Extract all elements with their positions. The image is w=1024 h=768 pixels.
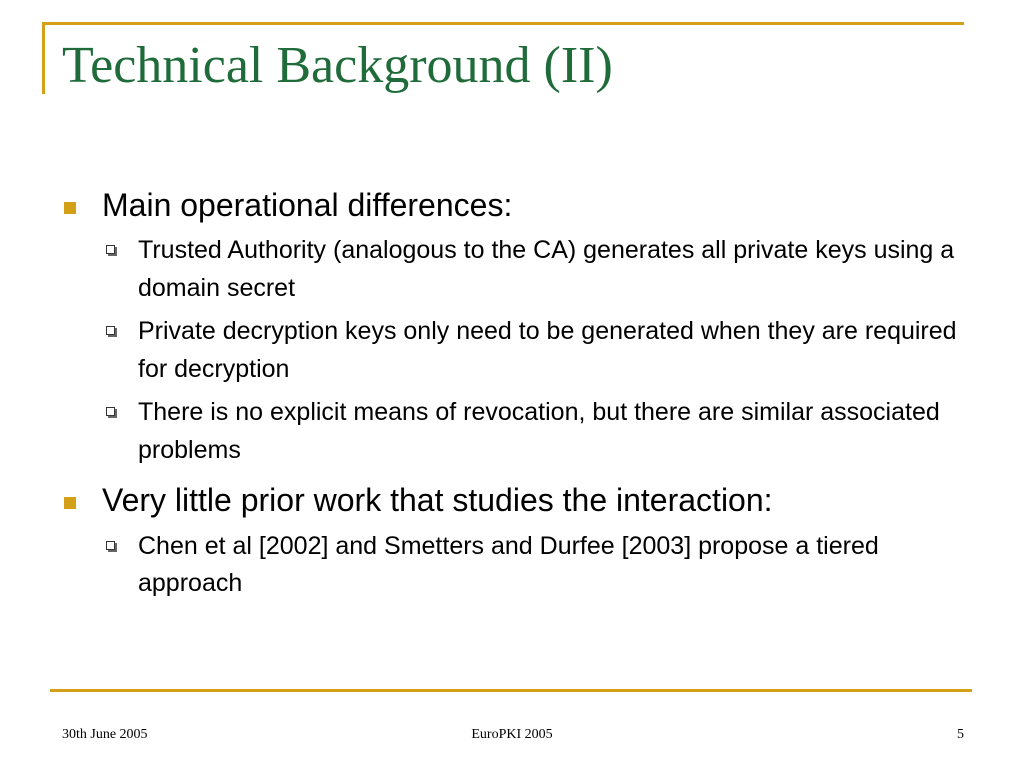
slide-content bbox=[62, 186, 962, 615]
sub-bullet-item bbox=[102, 313, 962, 388]
footer-event: EuroPKI 2005 bbox=[471, 727, 553, 742]
sub-bullet-text: Chen et al [2002] and Smetters and Durfee [2003] propose a tiered approach bbox=[138, 531, 879, 598]
frame-top-line bbox=[42, 22, 964, 25]
sub-bullet-list bbox=[102, 232, 962, 469]
sub-bullet-item bbox=[102, 528, 962, 603]
footer-divider bbox=[50, 689, 972, 692]
bullet-text: Main operational differences: bbox=[102, 187, 513, 223]
frame-vertical-line bbox=[42, 22, 45, 94]
hollow-square-bullet-icon bbox=[106, 326, 115, 335]
sub-bullet-text: There is no explicit means of revocation, but there are similar associated problems bbox=[138, 398, 940, 464]
hollow-square-bullet-icon bbox=[106, 245, 115, 254]
square-bullet-icon bbox=[64, 202, 76, 214]
hollow-square-bullet-icon bbox=[106, 407, 115, 416]
bullet-item bbox=[62, 186, 962, 469]
sub-bullet-text: Private decryption keys only need to be generated when they are required for decryption bbox=[138, 317, 957, 383]
square-bullet-icon bbox=[64, 497, 76, 509]
bullet-item bbox=[62, 481, 962, 602]
slide-title: Technical Background (II) bbox=[62, 37, 613, 94]
bullet-text: Very little prior work that studies the interaction: bbox=[102, 482, 773, 519]
footer-date: 30th June 2005 bbox=[62, 727, 148, 742]
sub-bullet-list bbox=[102, 528, 962, 603]
sub-bullet-item bbox=[102, 232, 962, 307]
bullet-list bbox=[62, 186, 962, 603]
sub-bullet-item bbox=[102, 394, 962, 469]
sub-bullet-text: Trusted Authority (analogous to the CA) generates all private keys using a domain secret bbox=[138, 236, 955, 302]
footer-page-number: 5 bbox=[957, 727, 964, 742]
hollow-square-bullet-icon bbox=[106, 541, 115, 550]
